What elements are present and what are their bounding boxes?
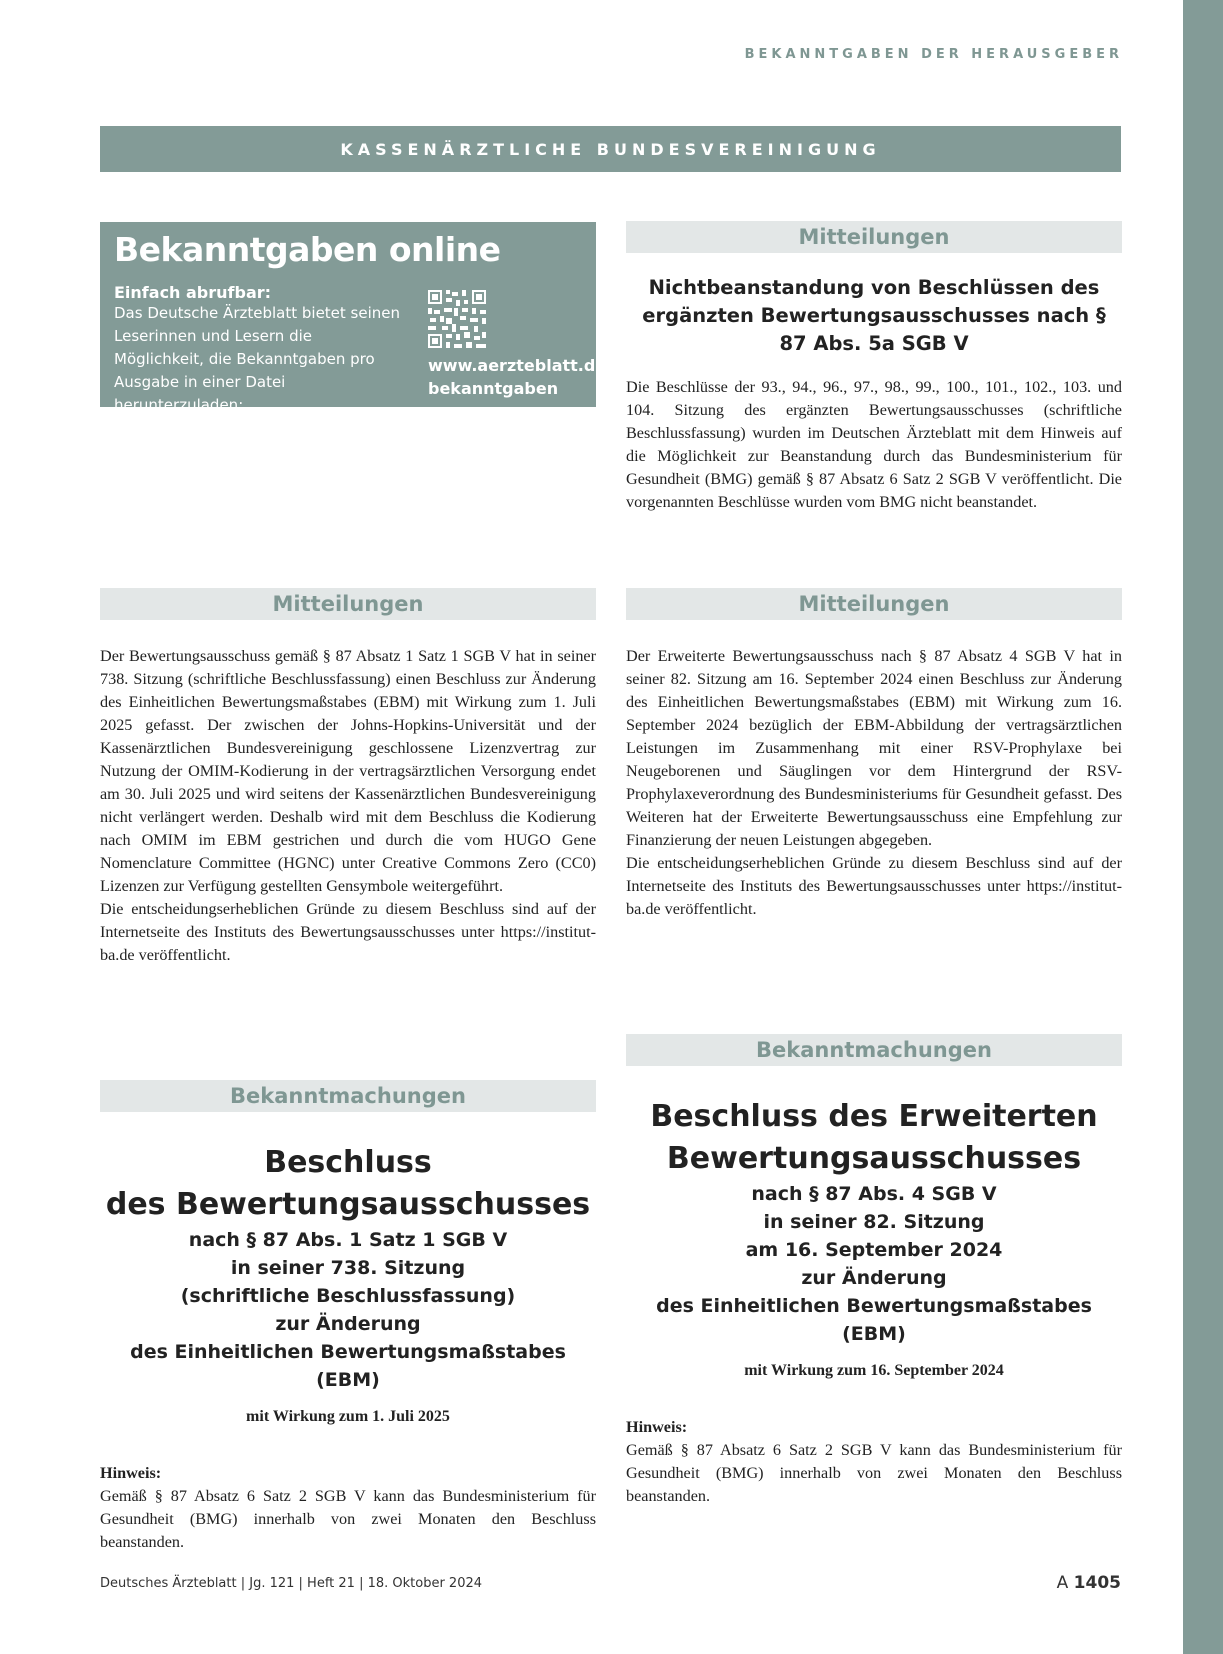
announcement-left-title-2: des Bewertungsausschusses [105,1187,591,1222]
announcement-right-sub-1: nach § 87 Abs. 4 SGB V [751,1183,997,1205]
online-box [100,222,613,414]
online-box-subtitle: Einfach abrufbar: [114,283,272,302]
announcement-left [100,1142,596,1554]
announcement-left-sub-2: in seiner 738. Sitzung [230,1257,466,1279]
strip-mitteilungen-mid-left: Mitteilungen [100,588,596,620]
page-footer [100,1573,1121,1593]
announcement-right-effective: mit Wirkung zum 16. September 2024 [744,1362,1004,1379]
section-banner: KASSENÄRZTLICHE BUNDESVEREINIGUNG [100,126,1121,172]
announcement-right-hinweis-text: Gemäß § 87 Absatz 6 Satz 2 SGB V kann das Bundesministerium für Gesundheit (BMG) innerhalb von zwei Monaten den Beschluss beanstanden. [626,1441,1122,1505]
notice-mid-right [626,645,1122,921]
announcement-left-title-1: Beschluss [264,1145,432,1180]
notice-top-right-body: Die Beschlüsse der 93., 94., 96., 97., 98., 99., 100., 101., 102., 103. und 104. Sitzung des ergänzten Bewertungsausschusses (schriftliche Beschlussfassung) wurden im Deutschen Ärzteblatt mit dem Hinweis auf die Möglichkeit zur Beanstandung durch das Bundesministerium für Gesundheit (BMG) gemäß § 87 Absatz 6 Satz 2 SGB V veröffentlicht. Die vorgenannten Beschlüsse wurden vom BMG nicht beanstandet. [626,378,1122,511]
announcement-left-hinweis-text: Gemäß § 87 Absatz 6 Satz 2 SGB V kann das Bundesministerium für Gesundheit (BMG) innerhalb von zwei Monaten den Beschluss beanstanden. [100,1487,596,1551]
online-box-url-line1[interactable]: www.aerzteblatt.de/ [428,356,613,375]
online-box-url-line2[interactable]: bekanntgaben [428,379,559,398]
page-prefix: A [1056,1573,1069,1593]
announcement-right-title-1: Beschluss des Erweiterten [650,1099,1098,1134]
strip-bekanntmachungen-left: Bekanntmachungen [100,1080,596,1112]
announcement-left-sub-4: zur Änderung [275,1313,421,1335]
strip-mitteilungen-mid-right: Mitteilungen [626,588,1122,620]
announcement-left-hinweis-label: Hinweis: [100,1464,162,1482]
side-color-bar [1183,0,1223,1654]
notice-mid-right-body2: Die entscheidungserheblichen Gründe zu diesem Beschluss sind auf der Internetseite des Instituts des Bewertungsausschusses unter https://institut-ba.de veröffentlicht. [626,854,1122,918]
notice-mid-left-body1: Der Bewertungsausschuss gemäß § 87 Absatz 1 Satz 1 SGB V hat in seiner 738. Sitzung (schriftliche Beschlussfassung) einen Beschluss zur Änderung des Einheitlichen Bewertungsmaßstabes (EBM) mit Wirkung zum 1. Juli 2025 gefasst. Der zwischen der Johns-Hopkins-Universität und der Kassenärztlichen Bundesvereinigung geschlossene Lizenzvertrag zur Nutzung der OMIM-Kodierung in der vertragsärztlichen Versorgung endet am 30. Juli 2025 und wird seitens der Kassenärztlichen Bundesvereinigung nicht verlängert werden. Deshalb wird mit dem Beschluss die Kodierung nach OMIM im EBM gestrichen und durch die vom HUGO Gene Nomenclature Committee (HGNC) unter Creative Commons Zero (CC0) Lizenzen zur Verfügung gestellten Gensymbole weitergeführt. [100,647,596,895]
page-number-value: 1405 [1073,1573,1121,1593]
running-head: BEKANNTGABEN DER HERAUSGEBER [744,47,1123,62]
announcement-left-sub-1: nach § 87 Abs. 1 Satz 1 SGB V [188,1229,508,1251]
notice-mid-right-body1: Der Erweiterte Bewertungsausschuss nach § 87 Absatz 4 SGB V hat in seiner 82. Sitzung am 16. September 2024 einen Beschluss zur Änderung des Einheitlichen Bewertungsmaßstabes (EBM) mit Wirkung zum 16. September 2024 bezüglich der EBM-Abbildung der vertragsärztlichen Leistungen im Zusammenhang mit einer RSV-Prophylaxe bei Neugeborenen und Säuglingen vor dem Hintergrund der RSV-Prophylaxeverordnung des Bundesministeriums für Gesundheit gefasst. Des Weiteren hat der Erweiterte Bewertungsausschuss eine Empfehlung zur Finanzierung der neuen Leistungen abgegeben. [626,647,1122,849]
announcement-right-hinweis-label: Hinweis: [626,1418,688,1436]
qr-code-icon [428,290,486,348]
page-number [1057,1573,1121,1593]
announcement-right-sub-3: am 16. September 2024 [745,1239,1003,1261]
online-box-text: Das Deutsche Ärzteblatt bietet seinen Leserinnen und Lesern die Möglichkeit, die Bekanntgaben pro Ausgabe in einer Datei herunterzuladen: [114,304,401,414]
announcement-right [626,1096,1122,1508]
notice-mid-left [100,645,596,967]
notice-mid-left-body2: Die entscheidungserheblichen Gründe zu diesem Beschluss sind auf der Internetseite des Instituts des Bewertungsausschusses unter https://institut-ba.de veröffentlicht. [100,900,596,964]
announcement-right-sub-5: des Einheitlichen Bewertungsmaßstabes (EBM) [656,1295,1092,1345]
announcement-left-sub-5: des Einheitlichen Bewertungsmaßstabes (EBM) [130,1341,566,1391]
online-box-title: Bekanntgaben online [114,230,501,269]
announcement-left-sub-3: (schriftliche Beschlussfassung) [180,1285,516,1307]
announcement-right-title-2: Bewertungsausschusses [666,1141,1082,1176]
strip-bekanntmachungen-right: Bekanntmachungen [626,1034,1122,1066]
announcement-left-effective: mit Wirkung zum 1. Juli 2025 [246,1408,450,1425]
announcement-right-sub-4: zur Änderung [801,1267,947,1289]
announcement-right-sub-2: in seiner 82. Sitzung [763,1211,985,1233]
notice-top-right [626,274,1122,514]
footer-citation: Deutsches Ärzteblatt | Jg. 121 | Heft 21 | 18. Oktober 2024 [100,1576,483,1591]
online-box-url[interactable] [428,354,612,400]
notice-top-right-heading: Nichtbeanstandung von Beschlüssen des ergänzten Bewertungsausschusses nach § 87 Abs. 5a SGB V [642,276,1106,355]
strip-mitteilungen-top-right: Mitteilungen [626,221,1122,253]
